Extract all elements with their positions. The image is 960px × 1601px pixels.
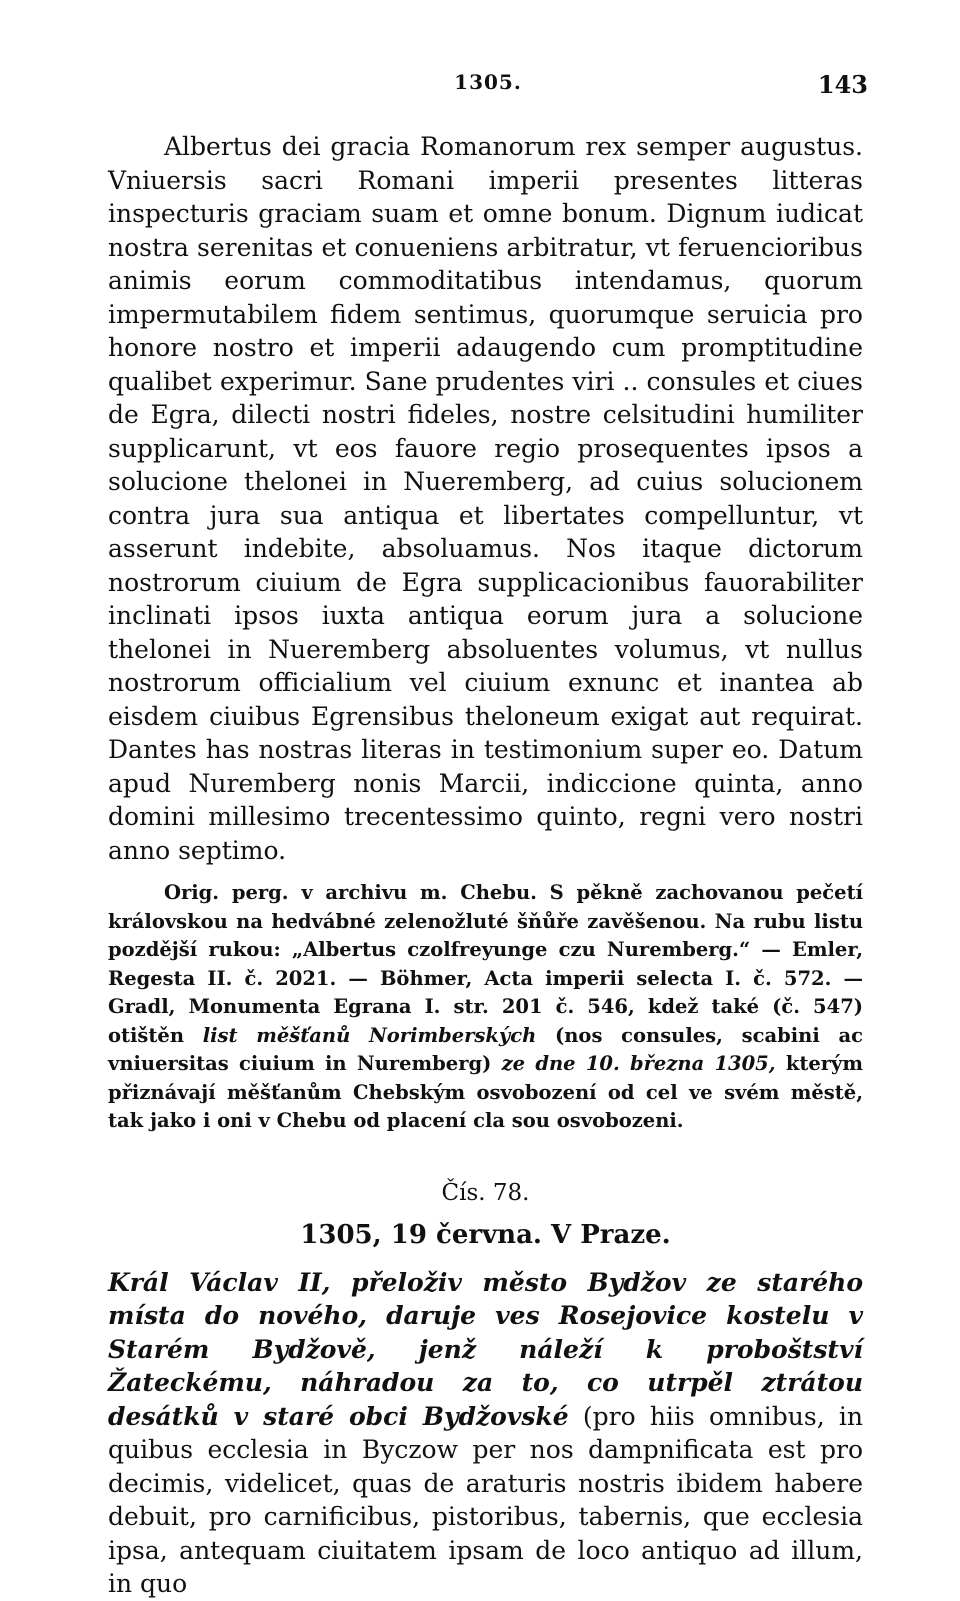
charter-text: Albertus dei gracia Romanorum rex semper augustus. Vniuersis sacri Romani imperii presentes litteras inspecturis graciam suam et omne bonum. Dignum iudicat nostra serenitas et conueniens arbitratur, vt feruencioribus animis eorum commoditatibus intendamus, quorum impermutabilem fidem sentimus, quorumque seruicia pro honore nostro et imperii adaugendo cum promptitudine qualibet experimur. Sane prudentes viri .. consules et ciues de Egra, dilecti nostri fideles, nostre celsitudini humiliter supplicarunt, vt eos fauore regio prosequentes ipsos a solucione thelonei in Nueremberg, ad cuius solucionem contra jura sua antiqua et libertates compelluntur, vt asserunt indebite, absoluamus. Nos itaque dictorum nostrorum ciuium de Egra supplicacionibus fauorabiliter inclinati ipsos iuxta antiqua eorum jura a solucione thelonei in Nueremberg absoluentes volumus, vt nullus nostrorum officialium vel ciuium exnunc et inantea ab eisdem ciuibus Egrensibus theloneum exigat aut requirat. Dantes has nostras literas in testimonium super eo. Datum apud Nuremberg nonis Marcii, indiccione quinta, anno domini millesimo trecentessimo quinto, regni vero nostri anno septimo. — [108, 132, 863, 865]
notes-italic-2: ze dne 10. března 1305, — [501, 1052, 776, 1075]
header-year: 1305. — [454, 70, 522, 94]
page-number: 143 — [817, 70, 868, 99]
document-date-place: 1305, 19 června. V Praze. — [300, 1219, 671, 1250]
notes-part-1: Orig. perg. v archivu m. Chebu. S pěkně zachovanou pečetí královskou na hedvábné zelenožluté šňůře zavěšenou. Na rubu listu pozdější rukou: „Albertus czolfreyunge czu Nuremberg.“ — Emler, Regesta II. č. 2021. — Böhmer, Acta imperii selecta I. č. 572. — Gradl, Monumenta Egrana I. str. 201 č. 546, kdež také (č. 547) otištěn — [108, 881, 863, 1047]
notes-italic-1: list měšťanů Norimberských — [202, 1023, 537, 1047]
notes-part-2: (nos consules, scabini ac vniuersitas ciuium in Nuremberg) — [108, 1023, 863, 1075]
editorial-notes — [108, 879, 863, 1136]
notes-part-3: kterým přiznávají měšťanům Chebským osvobození od cel ve svém městě, tak jako i oni v Chebu od placení cla sou osvobozeni. — [108, 1052, 863, 1132]
regest-italic: Král Václav II, přeloživ město Bydžov ze starého místa do nového, daruje ves Rosejovice kostelu v Starém Bydžově, jenž náleží k proboštství Žateckému, náhradou za to, co utrpěl ztrátou desátků v staré obci Bydžovské — [108, 1267, 863, 1431]
page-body — [108, 130, 863, 1601]
regest-latin: (pro hiis omnibus, in quibus ecclesia in Byczow per nos dampnificata est pro decimis, videlicet, quas de araturis nostris ibidem habere debuit, pro carnificibus, pistoribus, tabernis, que ecclesia ipsa, antequam ciuitatem ipsam de loco antiquo ad illum, in quo — [108, 1401, 863, 1598]
running-header — [108, 70, 868, 110]
document-number: Čís. 78. — [441, 1179, 530, 1206]
document-regest — [108, 1266, 863, 1601]
